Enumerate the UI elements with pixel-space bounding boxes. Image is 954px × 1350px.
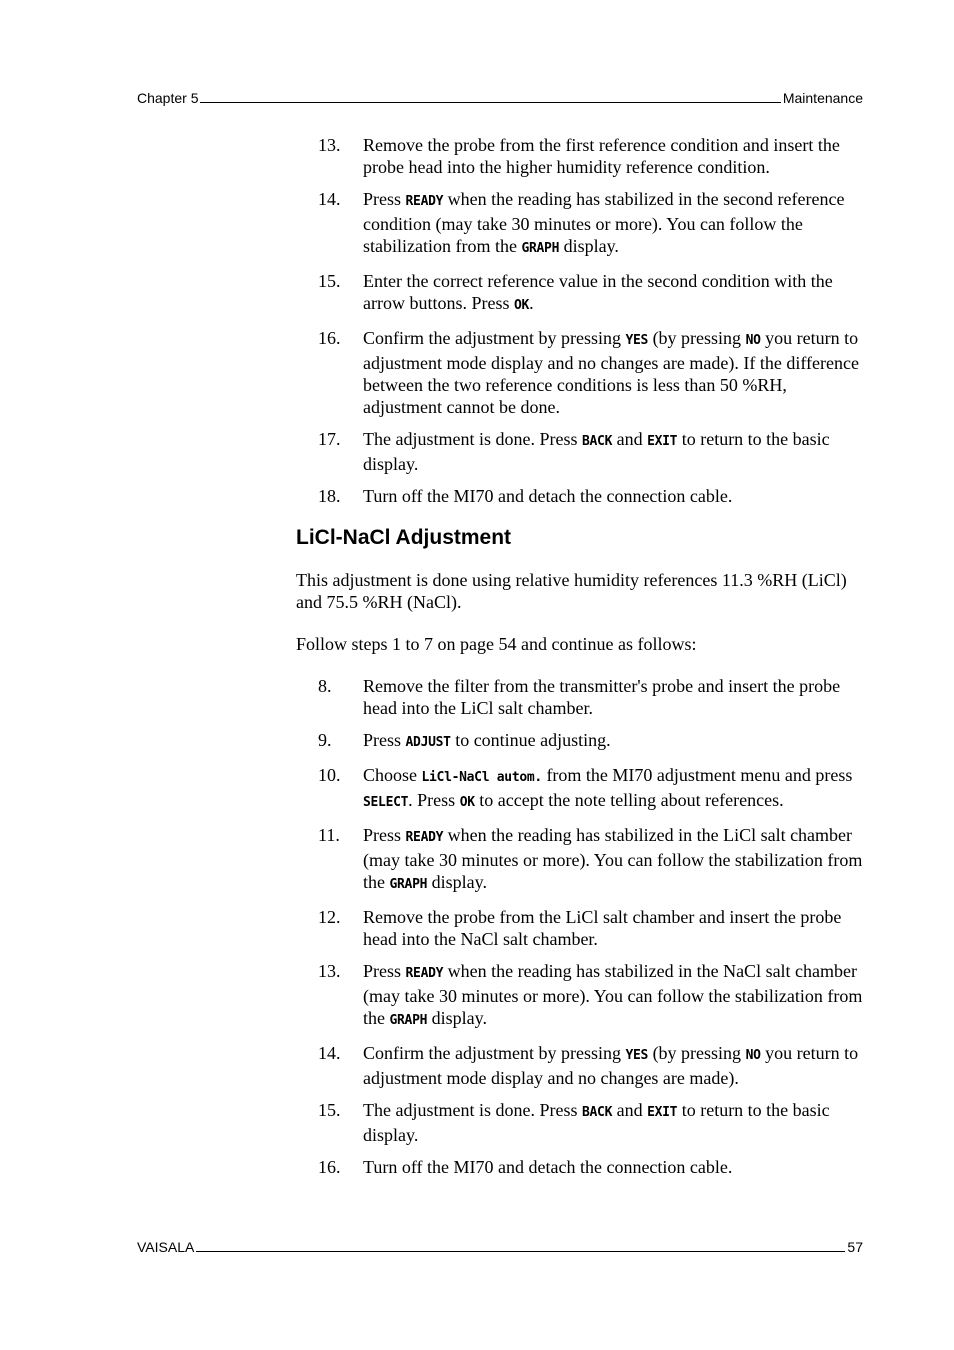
step-text	[363, 729, 864, 754]
key-label: EXIT	[647, 434, 678, 449]
step-text-run: from the MI70 adjustment menu and press	[541, 765, 853, 785]
chapter-label: Chapter 5	[137, 90, 199, 106]
step-text-run: you return to adjustment mode display and no changes are made).	[363, 1043, 859, 1088]
step-text	[363, 485, 864, 507]
key-label: GRAPH	[389, 877, 428, 892]
step-number: 10.	[318, 765, 341, 785]
step-item	[296, 960, 864, 1032]
step-text	[363, 134, 864, 178]
company-name: VAISALA	[137, 1239, 195, 1255]
step-item	[296, 906, 864, 950]
step-number: 16.	[318, 1157, 341, 1177]
step-list-second	[296, 675, 864, 1178]
step-item	[296, 428, 864, 475]
step-text-run: when the reading has stabilized in the second reference condition (may take 30 minutes or more). You can follow the stabilization from the	[363, 189, 845, 256]
step-list-first	[296, 134, 864, 507]
key-label: ADJUST	[405, 735, 451, 750]
key-label: OK	[459, 795, 475, 810]
step-item	[296, 327, 864, 418]
step-item	[296, 764, 864, 814]
step-item	[296, 675, 864, 719]
step-text	[363, 764, 864, 814]
step-text-run: and	[612, 1100, 648, 1120]
step-text-run: when the reading has stabilized in the NaCl salt chamber (may take 30 minutes or more). You can follow the stabilization from the	[363, 961, 863, 1028]
step-text-run: Enter the correct reference value in the second condition with the arrow buttons. Press	[363, 271, 833, 313]
header-rule	[200, 101, 780, 103]
step-item	[296, 134, 864, 178]
step-text-run: and	[612, 429, 648, 449]
step-number: 16.	[318, 328, 341, 348]
step-number: 8.	[318, 676, 332, 696]
footer-rule	[196, 1250, 845, 1252]
step-item	[296, 824, 864, 896]
key-label: GRAPH	[521, 241, 560, 256]
step-number: 13.	[318, 135, 341, 155]
step-text-run: to continue adjusting.	[450, 730, 611, 750]
follow-paragraph: Follow steps 1 to 7 on page 54 and continue as follows:	[296, 634, 697, 654]
step-text-run: Choose	[363, 765, 422, 785]
section-heading: LiCl-NaCl Adjustment	[296, 526, 512, 549]
step-text-run: (by pressing	[648, 328, 746, 348]
step-item	[296, 485, 864, 507]
step-text-run: you return to adjustment mode display and no changes are made). If the difference between the two reference conditions is less than 50 %RH, adjustment cannot be done.	[363, 328, 859, 417]
key-label: YES	[625, 333, 649, 348]
step-text-run: to return to the basic display.	[363, 1100, 830, 1145]
step-text	[363, 1099, 864, 1146]
step-text-run: Remove the filter from the transmitter's probe and insert the probe head into the LiCl salt chamber.	[363, 676, 841, 718]
key-label: READY	[405, 966, 444, 981]
step-item	[296, 1042, 864, 1089]
step-text-run: Turn off the MI70 and detach the connection cable.	[363, 1157, 733, 1177]
page-number: 57	[847, 1239, 863, 1255]
step-text-run: Press	[363, 189, 406, 209]
step-item	[296, 188, 864, 260]
section-label: Maintenance	[782, 90, 863, 106]
step-text	[363, 675, 864, 719]
step-text-run: display.	[559, 236, 619, 256]
step-item	[296, 1156, 864, 1178]
key-label: READY	[405, 830, 444, 845]
step-text	[363, 1042, 864, 1089]
step-text-run: Remove the probe from the first reference condition and insert the probe head into the higher humidity reference condition.	[363, 135, 840, 177]
step-text-run: (by pressing	[648, 1043, 746, 1063]
step-text	[363, 188, 864, 260]
step-text-run: Turn off the MI70 and detach the connection cable.	[363, 486, 733, 506]
step-text	[363, 960, 864, 1032]
step-text-run: to accept the note telling about references.	[474, 790, 784, 810]
step-number: 14.	[318, 1043, 341, 1063]
step-number: 15.	[318, 271, 341, 291]
step-text-run: .	[529, 293, 534, 313]
step-item	[296, 1099, 864, 1146]
step-text-run: when the reading has stabilized in the LiCl salt chamber (may take 30 minutes or more). You can follow the stabilization from the	[363, 825, 863, 892]
key-label: BACK	[581, 1105, 613, 1120]
step-item	[296, 729, 864, 754]
step-text	[363, 327, 864, 418]
step-text-run: Remove the probe from the LiCl salt chamber and insert the probe head into the NaCl salt chamber.	[363, 907, 842, 949]
key-label: READY	[405, 194, 444, 209]
step-text-run: The adjustment is done. Press	[363, 429, 582, 449]
step-text-run: . Press	[408, 790, 460, 810]
step-number: 11.	[318, 825, 340, 845]
step-text-run: The adjustment is done. Press	[363, 1100, 582, 1120]
step-text-run: Confirm the adjustment by pressing	[363, 328, 626, 348]
key-label: LiCl-NaCl autom.	[421, 770, 542, 785]
step-text-run: Confirm the adjustment by pressing	[363, 1043, 626, 1063]
step-text-run: Press	[363, 961, 406, 981]
step-text-run: to return to the basic display.	[363, 429, 830, 474]
step-number: 18.	[318, 486, 341, 506]
key-label: YES	[625, 1048, 649, 1063]
intro-paragraph: This adjustment is done using relative humidity references 11.3 %RH (LiCl) and 75.5 %RH (NaCl).	[296, 570, 847, 612]
step-number: 13.	[318, 961, 341, 981]
step-number: 9.	[318, 730, 332, 750]
key-label: OK	[514, 298, 530, 313]
step-text	[363, 428, 864, 475]
key-label: NO	[745, 1048, 761, 1063]
key-label: GRAPH	[389, 1013, 428, 1028]
step-text-run: Press	[363, 730, 406, 750]
page-content	[296, 134, 864, 1188]
step-text	[363, 1156, 864, 1178]
step-number: 14.	[318, 189, 341, 209]
key-label: BACK	[581, 434, 613, 449]
step-text-run: display.	[427, 1008, 487, 1028]
key-label: SELECT	[363, 795, 409, 810]
step-number: 17.	[318, 429, 341, 449]
key-label: EXIT	[647, 1105, 678, 1120]
page-header	[137, 90, 863, 106]
step-text	[363, 824, 864, 896]
step-text	[363, 270, 864, 317]
step-text-run: Press	[363, 825, 406, 845]
step-text-run: display.	[427, 872, 487, 892]
step-text	[363, 906, 864, 950]
step-number: 15.	[318, 1100, 341, 1120]
step-number: 12.	[318, 907, 341, 927]
step-item	[296, 270, 864, 317]
key-label: NO	[745, 333, 761, 348]
page-footer	[137, 1239, 863, 1255]
